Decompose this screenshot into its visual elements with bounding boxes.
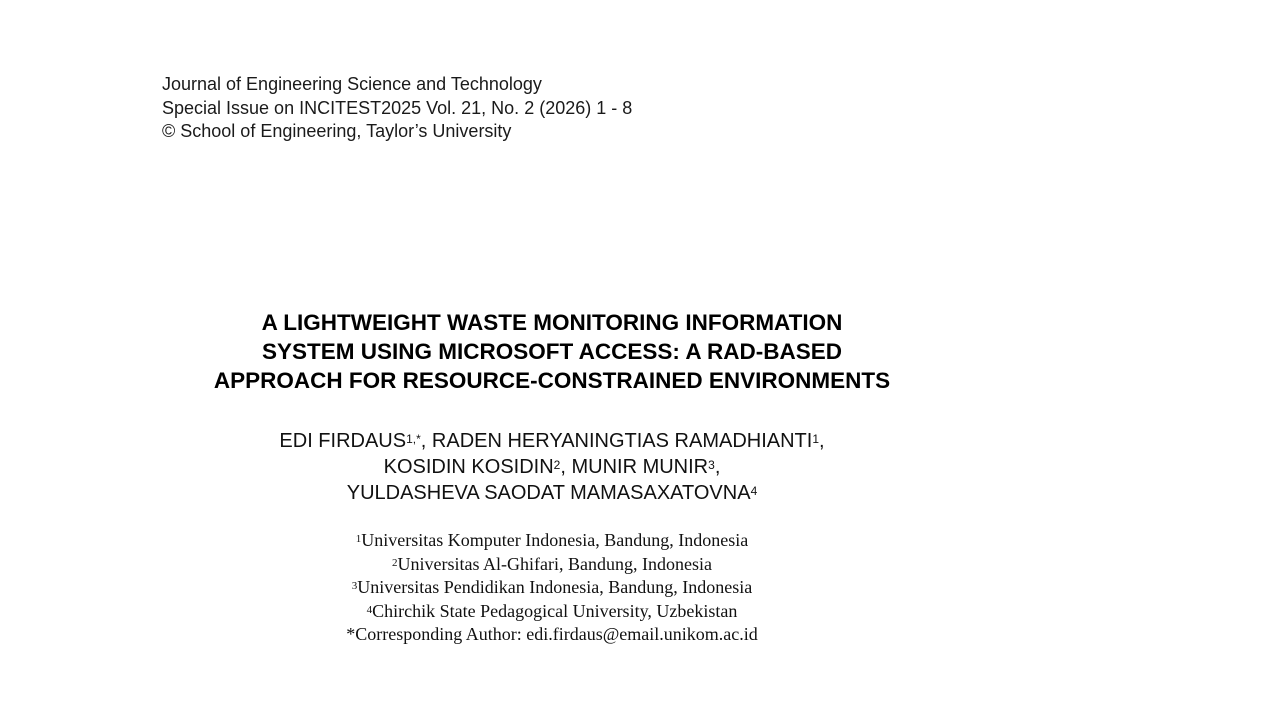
author-name: RADEN HERYANINGTIAS RAMADHIANTI bbox=[431, 430, 813, 452]
author-name: EDI FIRDAUS bbox=[279, 430, 407, 452]
affiliation-text: Universitas Pendidikan Indonesia, Bandung, Indonesia bbox=[357, 577, 753, 597]
author-name: MUNIR MUNIR bbox=[571, 456, 709, 478]
affiliation-item bbox=[0, 576, 1104, 600]
paper-title bbox=[0, 308, 1104, 395]
author-affil-mark: 4 bbox=[750, 484, 758, 498]
author-name: YULDASHEVA SAODAT MAMASAXATOVNA bbox=[346, 482, 751, 504]
affiliation-text: Universitas Al-Ghifari, Bandung, Indonesia bbox=[397, 553, 712, 574]
author-separator: , bbox=[420, 430, 432, 452]
author-separator: , bbox=[560, 456, 572, 478]
author-affil-mark: 2 bbox=[553, 458, 561, 472]
title-line-1: A LIGHTWEIGHT WASTE MONITORING INFORMATION bbox=[261, 310, 843, 335]
corresponding-author: *Corresponding Author: edi.firdaus@email.unikom.ac.id bbox=[346, 624, 758, 644]
affiliation-mark: 2 bbox=[392, 556, 398, 569]
affiliation-text: Chirchik State Pedagogical University, Uzbekistan bbox=[372, 600, 738, 621]
title-line-2: SYSTEM USING MICROSOFT ACCESS: A RAD-BASED bbox=[261, 339, 843, 364]
author-list bbox=[0, 428, 1104, 506]
author-affil-mark: 3 bbox=[708, 458, 715, 472]
author-affil-mark: 1 bbox=[812, 432, 820, 446]
author-separator: , bbox=[819, 430, 825, 452]
journal-copyright: © School of Engineering, Taylor’s University bbox=[162, 121, 512, 141]
journal-header bbox=[162, 73, 632, 144]
affiliation-mark: 1 bbox=[355, 533, 362, 545]
author-affil-mark: 1,* bbox=[406, 432, 421, 446]
affiliation-mark: 3 bbox=[351, 580, 358, 592]
affiliation-item bbox=[0, 529, 1104, 553]
author-separator: , bbox=[714, 456, 721, 478]
affiliation-item bbox=[0, 600, 1104, 624]
author-line-2 bbox=[0, 454, 1104, 480]
affiliation-list bbox=[0, 529, 1104, 647]
affiliation-item bbox=[0, 553, 1104, 577]
affiliation-text: Universitas Komputer Indonesia, Bandung, Indonesia bbox=[361, 530, 749, 550]
author-line-3 bbox=[0, 480, 1104, 506]
journal-issue: Special Issue on INCITEST2025 Vol. 21, No. 2 (2026) 1 - 8 bbox=[162, 97, 633, 118]
title-line-3: APPROACH FOR RESOURCE-CONSTRAINED ENVIRONMENTS bbox=[213, 368, 891, 393]
author-line-1 bbox=[0, 428, 1104, 454]
affiliation-mark: 4 bbox=[366, 603, 373, 616]
journal-name: Journal of Engineering Science and Technology bbox=[162, 74, 542, 94]
author-name: KOSIDIN KOSIDIN bbox=[383, 456, 554, 478]
